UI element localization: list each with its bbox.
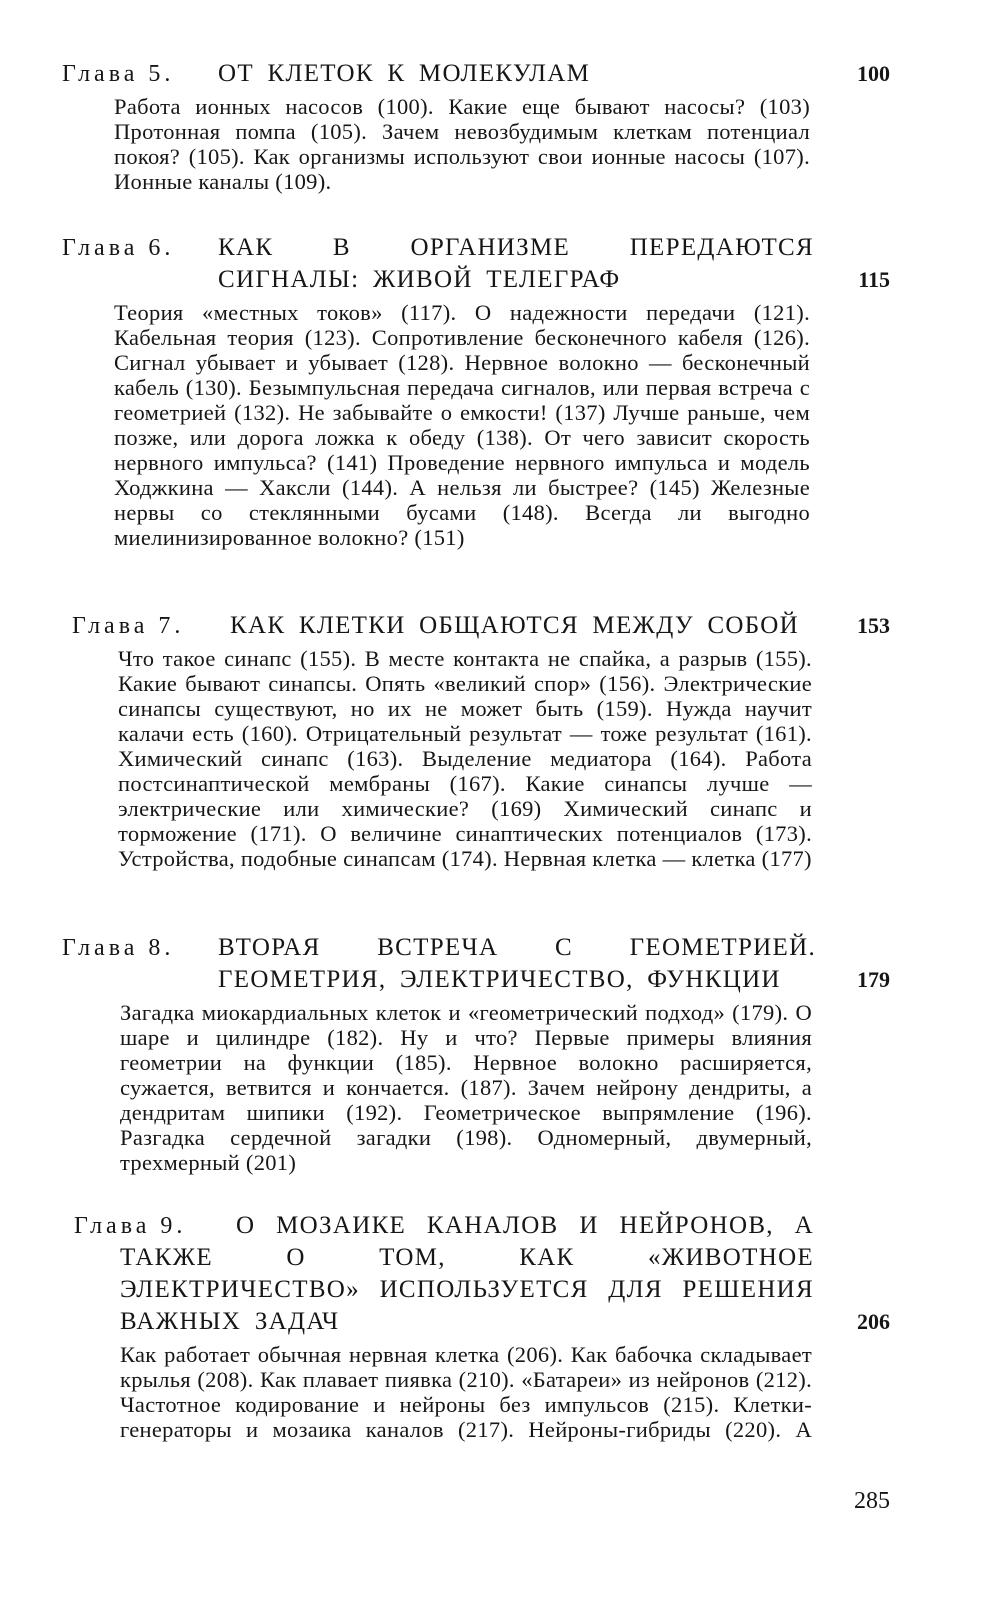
chapter-label: Глава 9. xyxy=(74,1213,187,1239)
toc-entry-chapter-6 xyxy=(0,232,1000,550)
chapter-title: О МОЗАИКЕ КАНАЛОВ И НЕЙРОНОВ, А ТАКЖЕ О ТОМ, КАК «ЖИВОТНОЕ ЭЛЕКТРИЧЕСТВО» ИСПОЛЬЗУЕТСЯ ДЛЯ РЕШЕНИЯ ВАЖНЫХ ЗАДАЧ xyxy=(120,1212,814,1335)
chapter-page-number: 100 xyxy=(857,61,890,86)
chapter-page-number: 115 xyxy=(858,267,890,292)
chapter-label: Глава 5. xyxy=(62,61,175,87)
chapter-description: Как работает обычная нервная клетка (206). Как бабочка складывает крылья (208). Как плавает пиявка (210). «Батареи» из нейронов (212). Частотное кодирование и нейроны без импульсов (215). Клетки-генераторы и мозаика каналов (217). Нейроны-гибриды (220). А xyxy=(120,1342,812,1442)
chapter-page-number: 179 xyxy=(857,967,890,992)
chapter-page-number: 153 xyxy=(857,613,890,638)
chapter-description: Загадка миокардиальных клеток и «геометрический подход» (179). О шаре и цилиндре (182). Ну и что? Первые примеры влияния геометрии на функции (185). Нервное волокно расширяется, сужается, ветвится и кончается. (187). Зачем нейрону дендриты, а дендритам шипики (192). Геометрическое выпрямление (196). Разгадка сердечной загадки (198). Одномерный, двумерный, трехмерный (201) xyxy=(120,1000,812,1175)
chapter-title: ВТОРАЯ ВСТРЕЧА С ГЕОМЕТРИЕЙ. ГЕОМЕТРИЯ, ЭЛЕКТРИЧЕСТВО, ФУНКЦИИ xyxy=(218,934,816,993)
chapter-label: Глава 7. xyxy=(72,613,185,639)
toc-entry-chapter-7 xyxy=(0,610,1000,871)
chapter-title: ОТ КЛЕТОК К МОЛЕКУЛАМ xyxy=(218,60,591,87)
chapter-description: Работа ионных насосов (100). Какие еще бывают насосы? (103) Протонная помпа (105). Зачем невозбудимым клеткам потенциал покоя? (105). Как организмы используют свои ионные насосы (107). Ионные каналы (109). xyxy=(114,94,810,194)
toc-entry-chapter-8 xyxy=(0,932,1000,1175)
chapter-title: КАК КЛЕТКИ ОБЩАЮТСЯ МЕЖДУ СОБОЙ xyxy=(230,612,799,639)
page-number: 285 xyxy=(854,1488,890,1514)
chapter-label: Глава 6. xyxy=(62,235,175,261)
chapter-title: КАК В ОРГАНИЗМЕ ПЕРЕДАЮТСЯ СИГНАЛЫ: ЖИВОЙ ТЕЛЕГРАФ xyxy=(218,234,814,293)
chapter-label: Глава 8. xyxy=(62,935,175,961)
toc-entry-chapter-9 xyxy=(0,1210,1000,1442)
chapter-description: Теория «местных токов» (117). О надежности передачи (121). Кабельная теория (123). Сопротивление бесконечного кабеля (126). Сигнал убывает и убывает (128). Нервное волокно — бесконечный кабель (130). Безымпульсная передача сигналов, или первая встреча с геометрией (132). Не забывайте о емкости! (137) Лучше раньше, чем позже, или дорога ложка к обеду (138). От чего зависит скорость нервного импульса? (141) Проведение нервного импульса и модель Ходжкина — Хаксли (144). А нельзя ли быстрее? (145) Железные нервы со стеклянными бусами (148). Всегда ли выгодно миелинизированное волокно? (151) xyxy=(114,300,810,550)
chapter-description: Что такое синапс (155). В месте контакта не спайка, а разрыв (155). Какие бывают синапсы. Опять «великий спор» (156). Электрические синапсы существуют, но их не может быть (159). Нужда научит калачи есть (160). Отрицательный результат — тоже результат (161). Химический синапс (163). Выделение медиатора (164). Работа постсинаптической мембраны (167). Какие синапсы лучше — электрические или химические? (169) Химический синапс и торможение (171). О величине синаптических потенциалов (173). Устройства, подобные синапсам (174). Нервная клетка — клетка (177) xyxy=(118,646,812,871)
toc-entry-chapter-5 xyxy=(0,58,1000,194)
chapter-page-number: 206 xyxy=(857,1309,890,1334)
